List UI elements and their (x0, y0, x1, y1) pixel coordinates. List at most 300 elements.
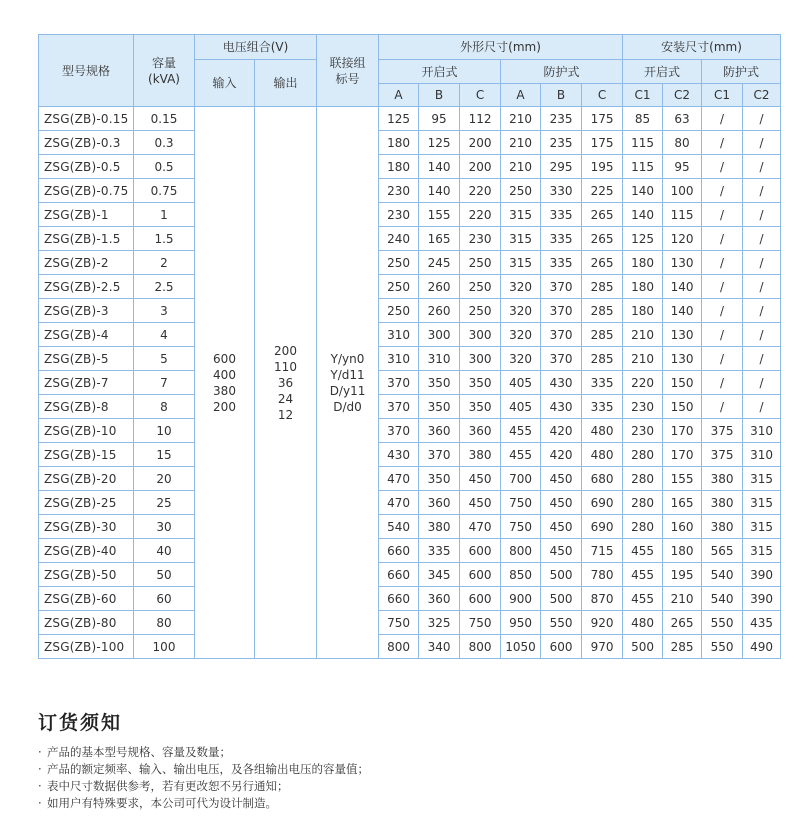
outline-open-b-cell: 370 (419, 443, 460, 467)
input-voltage-cell (195, 107, 255, 659)
outline-protect-a-cell: 210 (501, 131, 541, 155)
capacity-cell: 0.75 (134, 179, 195, 203)
outline-open-a-cell: 660 (379, 539, 419, 563)
install-protect-c1-cell: / (702, 275, 743, 299)
install-open-c2-cell: 150 (663, 371, 702, 395)
outline-open-a-cell: 230 (379, 179, 419, 203)
table-row (39, 539, 781, 563)
capacity-cell: 10 (134, 419, 195, 443)
header-connection-line: 标号 (335, 71, 360, 86)
install-protect-c1-cell: / (702, 203, 743, 227)
header-install: 安装尺寸(mm) (623, 35, 781, 60)
outline-open-b-cell: 380 (419, 515, 460, 539)
header-c: C (460, 84, 501, 107)
header-outline-open: 开启式 (379, 60, 501, 84)
outline-open-b-cell: 165 (419, 227, 460, 251)
model-cell: ZSG(ZB)-50 (39, 563, 134, 587)
outline-protect-a-cell: 405 (501, 395, 541, 419)
bullet-icon: · (38, 779, 42, 793)
outline-protect-b-cell: 450 (541, 515, 582, 539)
install-protect-c1-cell: 540 (702, 587, 743, 611)
outline-open-b-cell: 340 (419, 635, 460, 659)
install-protect-c1-cell: / (702, 107, 743, 131)
capacity-cell: 3 (134, 299, 195, 323)
install-protect-c2-cell: 310 (743, 443, 781, 467)
bullet-icon: · (38, 796, 42, 810)
table-row (39, 131, 781, 155)
install-protect-c1-cell: 565 (702, 539, 743, 563)
model-cell: ZSG(ZB)-3 (39, 299, 134, 323)
outline-open-a-cell: 370 (379, 395, 419, 419)
outline-protect-c-cell: 920 (582, 611, 623, 635)
capacity-cell: 30 (134, 515, 195, 539)
outline-protect-a-cell: 700 (501, 467, 541, 491)
capacity-cell: 20 (134, 467, 195, 491)
capacity-cell: 50 (134, 563, 195, 587)
output-voltage-cell (255, 107, 317, 659)
header-a: A (379, 84, 419, 107)
install-open-c1-cell: 455 (623, 563, 663, 587)
outline-protect-a-cell: 850 (501, 563, 541, 587)
outline-protect-a-cell: 1050 (501, 635, 541, 659)
table-row (39, 203, 781, 227)
capacity-cell: 0.5 (134, 155, 195, 179)
outline-open-b-cell: 360 (419, 587, 460, 611)
install-open-c2-cell: 210 (663, 587, 702, 611)
outline-protect-a-cell: 950 (501, 611, 541, 635)
table-row (39, 107, 781, 131)
outline-protect-a-cell: 315 (501, 251, 541, 275)
table-row (39, 419, 781, 443)
install-open-c1-cell: 280 (623, 467, 663, 491)
install-open-c1-cell: 500 (623, 635, 663, 659)
outline-open-c-cell: 300 (460, 347, 501, 371)
model-cell: ZSG(ZB)-80 (39, 611, 134, 635)
header-install-protect: 防护式 (702, 60, 781, 84)
outline-protect-b-cell: 335 (541, 227, 582, 251)
outline-protect-c-cell: 285 (582, 299, 623, 323)
outline-protect-c-cell: 480 (582, 443, 623, 467)
header-capacity-unit: (kVA) (148, 71, 180, 86)
outline-protect-c-cell: 780 (582, 563, 623, 587)
install-open-c1-cell: 180 (623, 251, 663, 275)
outline-protect-c-cell: 715 (582, 539, 623, 563)
install-protect-c2-cell: / (743, 299, 781, 323)
outline-protect-c-cell: 285 (582, 347, 623, 371)
outline-protect-c-cell: 175 (582, 131, 623, 155)
install-protect-c2-cell: / (743, 155, 781, 179)
outline-protect-c-cell: 335 (582, 395, 623, 419)
outline-open-a-cell: 470 (379, 491, 419, 515)
table-header (39, 35, 781, 107)
model-cell: ZSG(ZB)-40 (39, 539, 134, 563)
table-body (39, 107, 781, 659)
outline-protect-b-cell: 430 (541, 395, 582, 419)
output-voltage-cell-line: 36 (277, 375, 294, 390)
outline-open-c-cell: 230 (460, 227, 501, 251)
order-note-text: 产品的额定频率、输入、输出电压，及各组输出电压的容量值； (47, 762, 369, 776)
input-voltage-cell-line: 400 (213, 367, 236, 382)
model-cell: ZSG(ZB)-8 (39, 395, 134, 419)
install-protect-c1-cell: 540 (702, 563, 743, 587)
outline-open-c-cell: 220 (460, 203, 501, 227)
install-open-c2-cell: 165 (663, 491, 702, 515)
outline-protect-a-cell: 320 (501, 347, 541, 371)
install-open-c1-cell: 115 (623, 131, 663, 155)
order-note-item (38, 744, 369, 761)
outline-protect-b-cell: 370 (541, 299, 582, 323)
table-row (39, 491, 781, 515)
outline-open-c-cell: 800 (460, 635, 501, 659)
header-connection-line: 联接组 (329, 55, 366, 70)
outline-protect-b-cell: 295 (541, 155, 582, 179)
install-protect-c2-cell: / (743, 395, 781, 419)
outline-open-c-cell: 250 (460, 275, 501, 299)
outline-protect-a-cell: 750 (501, 515, 541, 539)
model-cell: ZSG(ZB)-7 (39, 371, 134, 395)
table-row (39, 155, 781, 179)
install-open-c2-cell: 100 (663, 179, 702, 203)
table-row (39, 467, 781, 491)
capacity-cell: 8 (134, 395, 195, 419)
header-model: 型号规格 (39, 35, 134, 107)
install-protect-c1-cell: 550 (702, 611, 743, 635)
connection-group-cell-line: D/d0 (333, 399, 362, 414)
install-open-c2-cell: 180 (663, 539, 702, 563)
outline-protect-b-cell: 430 (541, 371, 582, 395)
outline-protect-c-cell: 225 (582, 179, 623, 203)
table-row (39, 275, 781, 299)
outline-protect-b-cell: 420 (541, 419, 582, 443)
header-capacity-line: 容量 (151, 55, 176, 70)
outline-open-a-cell: 370 (379, 371, 419, 395)
outline-open-c-cell: 450 (460, 491, 501, 515)
install-open-c1-cell: 210 (623, 323, 663, 347)
install-protect-c1-cell: 550 (702, 635, 743, 659)
install-open-c2-cell: 130 (663, 347, 702, 371)
outline-open-c-cell: 200 (460, 155, 501, 179)
install-open-c1-cell: 140 (623, 179, 663, 203)
install-protect-c1-cell: 380 (702, 467, 743, 491)
capacity-cell: 60 (134, 587, 195, 611)
outline-open-b-cell: 300 (419, 323, 460, 347)
capacity-cell: 0.3 (134, 131, 195, 155)
capacity-cell: 25 (134, 491, 195, 515)
spec-table (38, 34, 781, 659)
outline-protect-a-cell: 315 (501, 203, 541, 227)
model-cell: ZSG(ZB)-60 (39, 587, 134, 611)
install-protect-c1-cell: / (702, 227, 743, 251)
outline-open-a-cell: 430 (379, 443, 419, 467)
outline-open-b-cell: 260 (419, 299, 460, 323)
table-row (39, 347, 781, 371)
install-open-c2-cell: 63 (663, 107, 702, 131)
outline-open-a-cell: 470 (379, 467, 419, 491)
outline-open-b-cell: 140 (419, 179, 460, 203)
outline-open-c-cell: 220 (460, 179, 501, 203)
install-protect-c2-cell: 390 (743, 563, 781, 587)
outline-protect-b-cell: 500 (541, 563, 582, 587)
install-open-c2-cell: 130 (663, 251, 702, 275)
outline-open-c-cell: 350 (460, 395, 501, 419)
model-cell: ZSG(ZB)-2.5 (39, 275, 134, 299)
output-voltage-cell-line: 200 (274, 343, 297, 358)
header-output: 输出 (255, 60, 317, 107)
outline-open-a-cell: 180 (379, 131, 419, 155)
outline-open-c-cell: 360 (460, 419, 501, 443)
install-protect-c2-cell: / (743, 227, 781, 251)
install-protect-c2-cell: 310 (743, 419, 781, 443)
outline-open-b-cell: 360 (419, 419, 460, 443)
table-row (39, 227, 781, 251)
outline-protect-b-cell: 450 (541, 539, 582, 563)
outline-protect-a-cell: 455 (501, 419, 541, 443)
capacity-cell: 4 (134, 323, 195, 347)
outline-open-c-cell: 200 (460, 131, 501, 155)
outline-open-a-cell: 310 (379, 347, 419, 371)
table-row (39, 515, 781, 539)
outline-protect-a-cell: 455 (501, 443, 541, 467)
bullet-icon: · (38, 745, 42, 759)
connection-group-cell-line: D/y11 (329, 383, 366, 398)
install-protect-c2-cell: / (743, 275, 781, 299)
outline-open-a-cell: 310 (379, 323, 419, 347)
outline-open-a-cell: 540 (379, 515, 419, 539)
outline-protect-a-cell: 750 (501, 491, 541, 515)
install-protect-c2-cell: 490 (743, 635, 781, 659)
outline-protect-c-cell: 690 (582, 491, 623, 515)
capacity-cell: 7 (134, 371, 195, 395)
install-open-c2-cell: 155 (663, 467, 702, 491)
output-voltage-cell-line: 12 (277, 407, 294, 422)
install-protect-c1-cell: / (702, 323, 743, 347)
install-protect-c2-cell: / (743, 323, 781, 347)
outline-open-c-cell: 450 (460, 467, 501, 491)
outline-open-b-cell: 155 (419, 203, 460, 227)
install-protect-c2-cell: 315 (743, 515, 781, 539)
header-voltage-group: 电压组合(V) (195, 35, 317, 60)
outline-open-c-cell: 600 (460, 563, 501, 587)
install-open-c1-cell: 280 (623, 443, 663, 467)
outline-protect-b-cell: 450 (541, 467, 582, 491)
model-cell: ZSG(ZB)-25 (39, 491, 134, 515)
outline-protect-b-cell: 370 (541, 323, 582, 347)
install-open-c2-cell: 150 (663, 395, 702, 419)
order-note-text: 表中尺寸数据供参考，若有更改恕不另行通知； (47, 779, 289, 793)
capacity-cell: 0.15 (134, 107, 195, 131)
table-row (39, 251, 781, 275)
outline-protect-a-cell: 210 (501, 107, 541, 131)
install-open-c2-cell: 170 (663, 443, 702, 467)
install-protect-c2-cell: 315 (743, 467, 781, 491)
header-outline-protect: 防护式 (501, 60, 623, 84)
install-protect-c1-cell: / (702, 251, 743, 275)
install-open-c1-cell: 180 (623, 299, 663, 323)
install-open-c2-cell: 195 (663, 563, 702, 587)
install-open-c2-cell: 80 (663, 131, 702, 155)
outline-open-c-cell: 750 (460, 611, 501, 635)
install-open-c1-cell: 480 (623, 611, 663, 635)
outline-protect-a-cell: 900 (501, 587, 541, 611)
table-row (39, 371, 781, 395)
model-cell: ZSG(ZB)-0.5 (39, 155, 134, 179)
outline-protect-b-cell: 420 (541, 443, 582, 467)
outline-protect-c-cell: 195 (582, 155, 623, 179)
outline-protect-c-cell: 335 (582, 371, 623, 395)
capacity-cell: 2 (134, 251, 195, 275)
header-outline: 外形尺寸(mm) (379, 35, 623, 60)
outline-open-a-cell: 660 (379, 587, 419, 611)
install-protect-c2-cell: / (743, 371, 781, 395)
outline-open-c-cell: 112 (460, 107, 501, 131)
outline-protect-b-cell: 370 (541, 347, 582, 371)
model-cell: ZSG(ZB)-1 (39, 203, 134, 227)
outline-open-b-cell: 95 (419, 107, 460, 131)
outline-protect-b-cell: 330 (541, 179, 582, 203)
table-row (39, 635, 781, 659)
install-protect-c1-cell: 375 (702, 443, 743, 467)
header-b: B (419, 84, 460, 107)
outline-open-b-cell: 350 (419, 395, 460, 419)
outline-open-b-cell: 360 (419, 491, 460, 515)
header-c1: C1 (623, 84, 663, 107)
install-protect-c2-cell: / (743, 347, 781, 371)
install-open-c1-cell: 280 (623, 515, 663, 539)
order-note-text: 如用户有特殊要求，本公司可代为设计制造。 (47, 796, 277, 810)
table-row (39, 443, 781, 467)
outline-open-a-cell: 230 (379, 203, 419, 227)
outline-open-a-cell: 800 (379, 635, 419, 659)
outline-open-c-cell: 470 (460, 515, 501, 539)
outline-open-c-cell: 300 (460, 323, 501, 347)
capacity-cell: 40 (134, 539, 195, 563)
outline-open-b-cell: 325 (419, 611, 460, 635)
outline-open-b-cell: 140 (419, 155, 460, 179)
outline-open-b-cell: 350 (419, 371, 460, 395)
install-protect-c2-cell: / (743, 131, 781, 155)
install-open-c2-cell: 120 (663, 227, 702, 251)
table-row (39, 563, 781, 587)
model-cell: ZSG(ZB)-0.3 (39, 131, 134, 155)
outline-protect-c-cell: 690 (582, 515, 623, 539)
connection-group-cell-line: Y/d11 (330, 367, 365, 382)
install-open-c1-cell: 85 (623, 107, 663, 131)
install-open-c2-cell: 265 (663, 611, 702, 635)
install-open-c1-cell: 115 (623, 155, 663, 179)
outline-protect-b-cell: 235 (541, 107, 582, 131)
outline-protect-b-cell: 335 (541, 203, 582, 227)
outline-protect-a-cell: 210 (501, 155, 541, 179)
install-protect-c2-cell: 435 (743, 611, 781, 635)
install-open-c1-cell: 230 (623, 419, 663, 443)
install-open-c1-cell: 455 (623, 587, 663, 611)
outline-open-b-cell: 335 (419, 539, 460, 563)
order-notes-list (38, 744, 369, 812)
install-open-c1-cell: 180 (623, 275, 663, 299)
header-c1: C1 (702, 84, 743, 107)
capacity-cell: 100 (134, 635, 195, 659)
install-protect-c1-cell: / (702, 299, 743, 323)
outline-open-c-cell: 250 (460, 299, 501, 323)
install-protect-c2-cell: 315 (743, 539, 781, 563)
order-note-item (38, 761, 369, 778)
order-note-item (38, 795, 369, 812)
outline-protect-a-cell: 800 (501, 539, 541, 563)
table-row (39, 299, 781, 323)
model-cell: ZSG(ZB)-1.5 (39, 227, 134, 251)
order-note-item (38, 778, 369, 795)
install-protect-c2-cell: / (743, 107, 781, 131)
outline-open-a-cell: 250 (379, 275, 419, 299)
output-voltage-cell-line: 24 (277, 391, 294, 406)
input-voltage-cell-line: 600 (213, 351, 236, 366)
input-voltage-cell-line: 380 (213, 383, 236, 398)
install-open-c2-cell: 95 (663, 155, 702, 179)
install-protect-c1-cell: 380 (702, 491, 743, 515)
header-capacity (134, 35, 195, 107)
header-b: B (541, 84, 582, 107)
outline-open-a-cell: 125 (379, 107, 419, 131)
install-open-c1-cell: 125 (623, 227, 663, 251)
connection-group-cell-line: Y/yn0 (330, 351, 365, 366)
install-open-c1-cell: 220 (623, 371, 663, 395)
outline-protect-b-cell: 335 (541, 251, 582, 275)
outline-open-c-cell: 350 (460, 371, 501, 395)
table-row (39, 587, 781, 611)
outline-protect-a-cell: 320 (501, 299, 541, 323)
model-cell: ZSG(ZB)-0.75 (39, 179, 134, 203)
connection-group-cell (317, 107, 379, 659)
input-voltage-cell-line: 200 (213, 399, 236, 414)
table-row (39, 611, 781, 635)
install-open-c2-cell: 170 (663, 419, 702, 443)
install-open-c1-cell: 455 (623, 539, 663, 563)
outline-open-c-cell: 380 (460, 443, 501, 467)
bullet-icon: · (38, 762, 42, 776)
capacity-cell: 2.5 (134, 275, 195, 299)
install-protect-c2-cell: 315 (743, 491, 781, 515)
outline-protect-c-cell: 265 (582, 227, 623, 251)
install-protect-c1-cell: / (702, 131, 743, 155)
outline-protect-a-cell: 320 (501, 275, 541, 299)
capacity-cell: 1 (134, 203, 195, 227)
outline-open-b-cell: 125 (419, 131, 460, 155)
outline-open-b-cell: 310 (419, 347, 460, 371)
install-protect-c2-cell: / (743, 203, 781, 227)
model-cell: ZSG(ZB)-2 (39, 251, 134, 275)
install-open-c2-cell: 160 (663, 515, 702, 539)
outline-protect-b-cell: 550 (541, 611, 582, 635)
order-note-text: 产品的基本型号规格、容量及数量； (47, 745, 231, 759)
install-open-c2-cell: 130 (663, 323, 702, 347)
header-c2: C2 (743, 84, 781, 107)
table-row (39, 323, 781, 347)
install-protect-c1-cell: 375 (702, 419, 743, 443)
model-cell: ZSG(ZB)-30 (39, 515, 134, 539)
table-row (39, 395, 781, 419)
outline-open-b-cell: 350 (419, 467, 460, 491)
model-cell: ZSG(ZB)-5 (39, 347, 134, 371)
model-cell: ZSG(ZB)-4 (39, 323, 134, 347)
capacity-cell: 15 (134, 443, 195, 467)
outline-open-a-cell: 370 (379, 419, 419, 443)
model-cell: ZSG(ZB)-100 (39, 635, 134, 659)
install-protect-c2-cell: / (743, 251, 781, 275)
install-protect-c1-cell: / (702, 347, 743, 371)
outline-protect-a-cell: 320 (501, 323, 541, 347)
model-cell: ZSG(ZB)-10 (39, 419, 134, 443)
header-c: C (582, 84, 623, 107)
